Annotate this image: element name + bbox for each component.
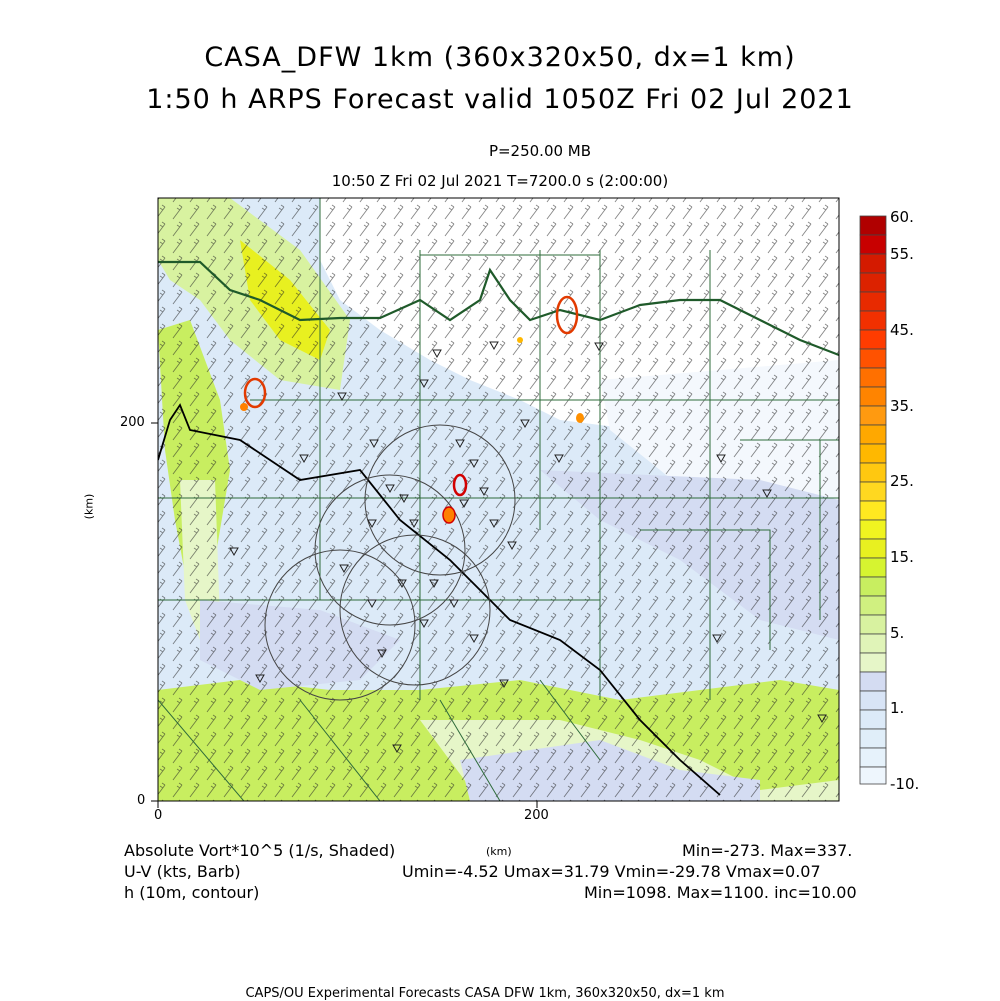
colorbar-label-neg10: -10.	[890, 775, 920, 793]
colorbar-label-25: 25.	[890, 472, 914, 490]
y-tick-200: 200	[120, 415, 145, 430]
footer-contour-desc: h (10m, contour)	[124, 883, 260, 902]
title-line-1: CASA_DFW 1km (360x320x50, dx=1 km)	[204, 42, 796, 73]
colorbar-label-45: 45.	[890, 321, 914, 339]
footer-vort-range: Min=-273. Max=337.	[682, 841, 853, 860]
x-tick-0: 0	[154, 808, 163, 823]
wind-barbs	[158, 198, 839, 801]
map-plot-area	[158, 198, 839, 820]
colorbar-label-60: 60.	[890, 208, 914, 226]
colorbar-label-55: 55.	[890, 245, 914, 263]
y-axis-label: (km)	[82, 493, 96, 520]
footer-shading-desc: Absolute Vort*10^5 (1/s, Shaded)	[124, 841, 396, 860]
time-info: 10:50 Z Fri 02 Jul 2021 T=7200.0 s (2:00:00)	[331, 172, 669, 190]
y-tick-0: 0	[137, 793, 146, 808]
pressure-level: P=250.00 MB	[488, 142, 592, 160]
colorbar-label-1: 1.	[890, 699, 905, 717]
footer-credit: CAPS/OU Experimental Forecasts CASA DFW 1km, 360x320x50, dx=1 km	[245, 986, 725, 1001]
footer-height-range: Min=1098. Max=1100. inc=10.00	[584, 883, 857, 902]
colorbar-label-35: 35.	[890, 397, 914, 415]
colorbar-label-15: 15.	[890, 548, 914, 566]
title-line-2: 1:50 h ARPS Forecast valid 1050Z Fri 02 Jul 2021	[146, 84, 854, 115]
colorbar-label-5: 5.	[890, 624, 905, 642]
x-tick-200: 200	[524, 808, 549, 823]
colorbar	[860, 216, 886, 784]
footer-barb-desc: U-V (kts, Barb)	[124, 862, 241, 881]
x-axis-label: (km)	[486, 845, 512, 858]
footer-wind-range: Umin=-4.52 Umax=31.79 Vmin=-29.78 Vmax=0.07	[402, 862, 821, 881]
